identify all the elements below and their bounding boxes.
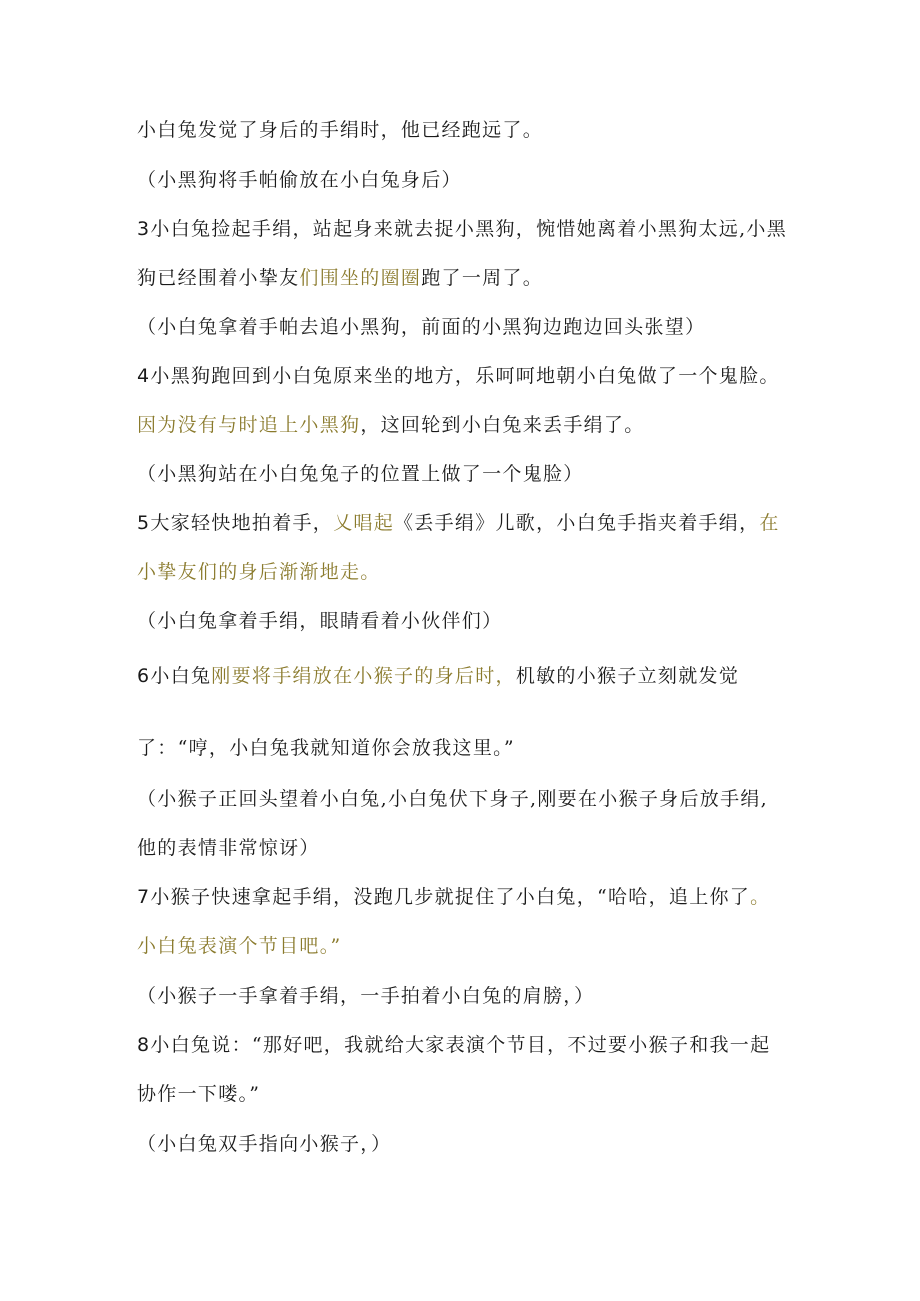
text-segment: 协作一下喽。”: [137, 1083, 261, 1105]
highlighted-text: 刚要将手绢放在小猴子的身后时，: [211, 665, 516, 687]
text-segment: 他的表情非常惊讶）: [137, 837, 320, 859]
text-segment: 小白兔: [150, 665, 212, 687]
text-line: [137, 560, 381, 584]
numbered-paragraph-3: [137, 217, 787, 241]
highlighted-text: 小白兔表演个节目吧。”: [137, 935, 342, 957]
text-segment: （小猴子一手拿着手绢，一手拍着小白兔的肩膀，）: [137, 985, 595, 1007]
paragraph-number: 3: [137, 218, 151, 240]
text-segment: 《丢手绢》儿歌，小白兔手指夹着手绢，: [394, 512, 760, 534]
numbered-paragraph-7: [137, 885, 770, 909]
highlighted-text: 。: [750, 886, 771, 908]
text-line: [137, 934, 342, 958]
stage-direction: [137, 315, 705, 339]
highlighted-text: 乂唱起: [333, 512, 394, 534]
stage-direction-continued: [137, 836, 320, 860]
text-segment: 小白兔捡起手绢，站起身来就去捉小黑狗，惋惜她离着小黑狗太远,小黑: [150, 218, 788, 240]
paragraph-number: 4: [137, 365, 151, 387]
text-segment: 小猴子快速拿起手绢，没跑几步就捉住了小白兔，“哈哈，追上你了: [150, 886, 751, 908]
text-line: [137, 736, 515, 760]
stage-direction: [137, 787, 768, 811]
text-segment: （小白兔拿着手帕去追小黑狗，前面的小黑狗边跑边回头张望）: [137, 316, 706, 338]
numbered-paragraph-4: [137, 364, 780, 388]
text-line: [137, 266, 543, 290]
paragraph-number: 5: [137, 512, 151, 534]
highlighted-text: 小挚友们的身后渐渐地走。: [137, 561, 381, 583]
text-segment: 跑了一周了。: [421, 267, 544, 289]
text-segment: 大家轻快地拍着手，: [150, 512, 334, 534]
stage-direction: [137, 1132, 391, 1156]
text-segment: 了：“哼，小白兔我就知道你会放我这里。”: [137, 737, 515, 759]
text-segment: 小白兔说：“那好吧，我就给大家表演个节目，不过要小猴子和我一起: [150, 1034, 771, 1056]
text-segment: （小白兔拿着手绢，眼睛看着小伙伴们）: [137, 610, 503, 632]
stage-direction: [137, 168, 462, 192]
text-segment: 小黑狗跑回到小白兔原来坐的地方，乐呵呵地朝小白兔做了一个鬼脸。: [150, 365, 780, 387]
highlighted-text: 在: [759, 512, 780, 534]
text-segment: 狗已经围着小挚友: [137, 267, 300, 289]
text-segment: 机敏的小猴子立刻就发觉: [515, 665, 740, 687]
text-segment: （小黑狗站在小白兔兔子的位置上做了一个鬼脸）: [137, 463, 584, 485]
highlighted-text: 们围坐的圈圈: [299, 267, 422, 289]
text-line: [137, 1082, 260, 1106]
text-segment: ，这回轮到小白兔来丢手绢了。: [360, 414, 645, 436]
stage-direction: [137, 984, 594, 1008]
stage-direction: [137, 462, 584, 486]
text-line: [137, 118, 543, 142]
text-segment: （小猴子正回头望着小白兔,小白兔伏下身子,刚要在小猴子身后放手绢,: [137, 788, 769, 810]
text-line: [137, 413, 645, 437]
stage-direction: [137, 609, 502, 633]
highlighted-text: 因为没有与时追上小黑狗: [137, 414, 361, 436]
paragraph-number: 6: [137, 665, 151, 687]
paragraph-number: 8: [137, 1034, 151, 1056]
numbered-paragraph-5: [137, 511, 780, 535]
text-segment: （小白兔双手指向小猴子，）: [137, 1133, 392, 1155]
paragraph-number: 7: [137, 886, 151, 908]
numbered-paragraph-8: [137, 1033, 770, 1057]
numbered-paragraph-6: [137, 664, 739, 688]
text-segment: （小黑狗将手帕偷放在小白兔身后）: [137, 169, 462, 191]
text-segment: 小白兔发觉了身后的手绢时，他已经跑远了。: [137, 119, 544, 141]
